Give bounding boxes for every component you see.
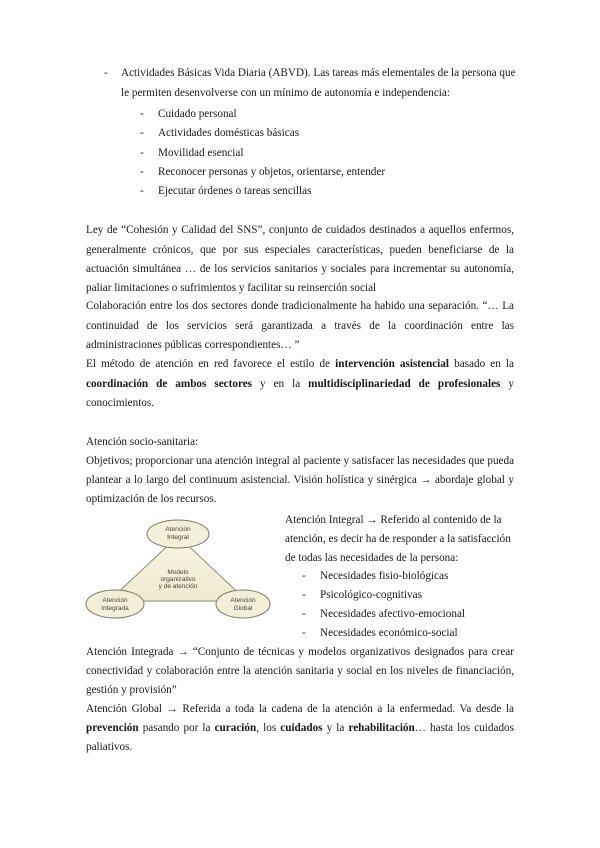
ley-text: El método de atención en red favorece el estilo de — [86, 358, 336, 370]
global-text: … hasta los cuidados — [414, 722, 514, 734]
socio-line: optimización de los recursos. — [86, 493, 217, 505]
global-line — [86, 722, 514, 734]
ley-line: administraciones públicas correspondientes… ” — [86, 339, 300, 351]
section-heading: Atención socio-sanitaria: — [86, 436, 199, 448]
diagram-label: Global — [233, 605, 253, 612]
ley-text: y — [500, 378, 514, 390]
ellipse-integrada — [86, 590, 144, 618]
ley-bold-text: coordinación de ambos sectores — [86, 378, 253, 390]
bullet-dash: - — [302, 570, 306, 582]
integral-line: de todas las necesidades de la persona: — [285, 552, 459, 564]
diagram-label: Integral — [167, 534, 189, 541]
global-text: , los — [256, 722, 281, 734]
abvd-subitem: Reconocer personas y objetos, orientarse, entender — [158, 166, 386, 178]
bullet-dash: - — [140, 185, 144, 197]
abvd-line: le permiten desenvolverse con un mínimo de autonomía e independencia: — [121, 87, 450, 99]
integral-line: atención, es decir ha de responder a la satisfacción — [285, 533, 511, 545]
integrada-line: Atención Integrada → “Conjunto de técnicas y modelos organizativos designados para crear — [86, 646, 514, 658]
diagram-label: Atención — [230, 597, 256, 604]
global-line: paliativos. — [86, 741, 133, 753]
global-bold-text: rehabilitación — [348, 722, 415, 734]
ley-bold-text: intervención asistencial — [335, 358, 449, 370]
global-bold-text: curación — [214, 722, 257, 734]
ley-bold-text: multidisciplinariedad de profesionales — [308, 378, 501, 390]
abvd-subitem: Ejecutar órdenes o tareas sencillas — [158, 185, 312, 197]
integral-item: Necesidades afectivo-emocional — [320, 608, 466, 620]
bullet-dash: - — [302, 589, 306, 601]
ellipse-global — [216, 590, 270, 618]
bullet-dash: - — [104, 67, 108, 79]
abvd-subitem: Actividades domésticas básicas — [158, 127, 300, 139]
integral-line: Atención Integral → Referido al contenido de la — [285, 514, 502, 526]
ley-line: Ley de “Cohesión y Calidad del SNS”, conjunto de cuidados destinados a aquellos enfermos, — [86, 224, 514, 236]
bullet-dash: - — [302, 608, 306, 620]
ley-line: Colaboración entre los dos sectores donde tradicionalmente ha habido una separación. “… La — [86, 300, 514, 312]
diagram-label: y de atención — [158, 583, 198, 590]
global-line: Atención Global → Referida a toda la cadena de la atención a la enfermedad. Va desde la — [86, 703, 514, 715]
bullet-dash: - — [140, 127, 144, 139]
ley-line: conocimientos. — [86, 397, 155, 409]
ley-line — [86, 378, 514, 390]
abvd-subitem: Movilidad esencial — [158, 147, 244, 159]
diagram-label: Modelo — [167, 569, 189, 576]
care-model-diagram — [85, 518, 271, 622]
integral-item: Necesidades económico-social — [320, 627, 458, 639]
abvd-subitem: Cuidado personal — [158, 108, 237, 120]
diagram-label: Integrada — [101, 605, 129, 612]
integrada-line: gestión y provisión” — [86, 684, 177, 696]
ley-line: actuación simultánea … de los servicios sanitarios y sociales para incrementar su autonomía, — [86, 263, 514, 275]
ley-line: continuidad de los servicios será garantizada a través de la coordinación entre las — [86, 320, 514, 332]
integral-item: Necesidades fisio-biológicas — [320, 570, 449, 582]
integrada-line: conectividad y colaboración entre la atención sanitaria y social en los niveles de financiación, — [86, 665, 514, 677]
diagram-label: Atención — [102, 597, 128, 604]
ley-text: basado en la — [449, 358, 514, 370]
global-bold-text: prevención — [86, 722, 139, 734]
global-text: pasando por la — [138, 722, 215, 734]
ley-text: y en la — [252, 378, 309, 390]
diagram-label: organizativo — [160, 576, 196, 583]
abvd-line: Actividades Básicas Vida Diaria (ABVD). Las tareas más elementales de la persona que — [121, 67, 516, 79]
bullet-dash: - — [302, 627, 306, 639]
global-bold-text: cuidados — [280, 722, 323, 734]
ley-line: generalmente crónicos, que por sus especiales características, pueden beneficiarse de la — [86, 244, 514, 256]
bullet-dash: - — [140, 147, 144, 159]
bullet-dash: - — [140, 108, 144, 120]
bullet-dash: - — [140, 166, 144, 178]
ley-line: paliar limitaciones o sufrimientos y facilitar su reinserción social — [86, 282, 377, 294]
diagram-label: Atención — [165, 526, 191, 533]
global-text: y la — [322, 722, 349, 734]
socio-line: Objetivos; proporcionar una atención integral al paciente y satisfacer las necesidades que pueda — [86, 455, 515, 467]
ley-line — [86, 358, 514, 370]
integral-item: Psicológico-cognitivas — [320, 589, 422, 601]
socio-line: plantear a lo largo del continuum asistencial. Visión holística y sinérgica → abordaje global y — [86, 474, 514, 486]
